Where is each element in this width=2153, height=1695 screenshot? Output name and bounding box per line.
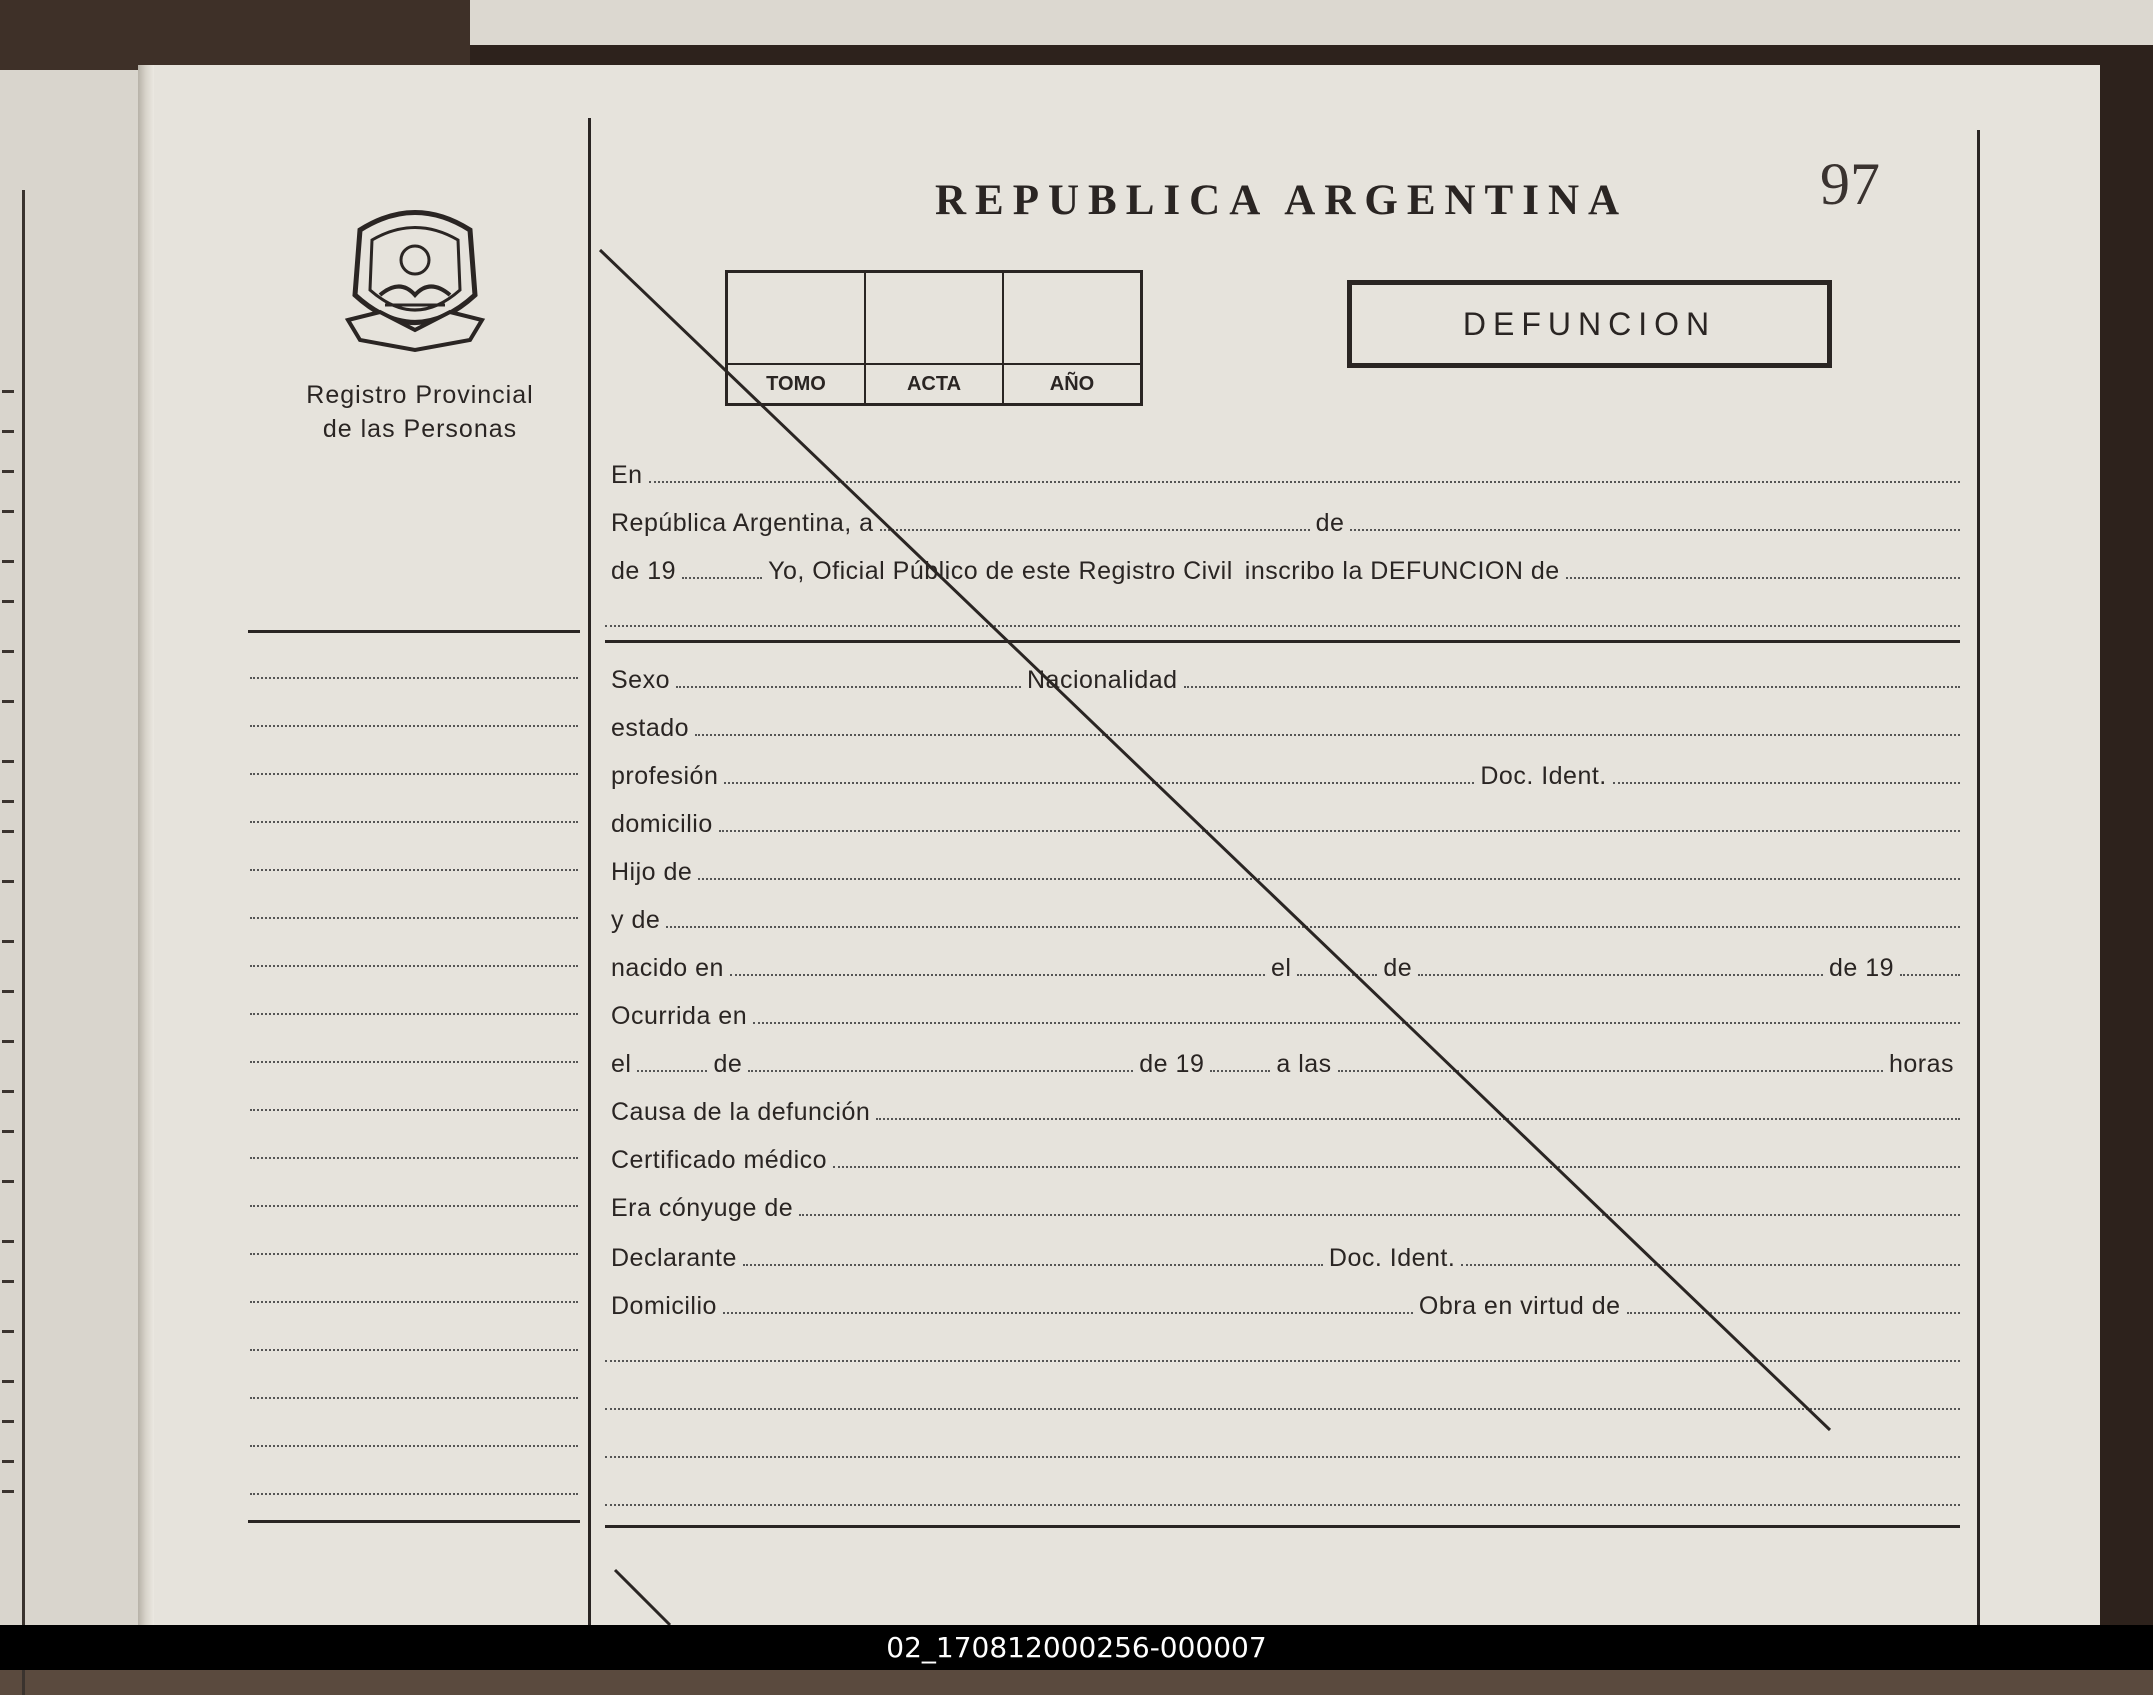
registry-name-line2: de las Personas — [322, 415, 518, 443]
label-doc-ident-declarant: Doc. Ident. — [1328, 1244, 1456, 1272]
label-obra: Obra en virtud de — [1418, 1292, 1621, 1320]
page-title: REPUBLICA ARGENTINA — [935, 177, 1629, 224]
diagonal-strike-line — [615, 1570, 670, 1625]
label-domicilio: domicilio — [611, 810, 713, 838]
record-type-box: DEFUNCION — [1347, 280, 1832, 368]
label-de19: de 19 — [1139, 1050, 1205, 1078]
label-de: de — [1315, 509, 1345, 537]
label-nacionalidad: Nacionalidad — [1026, 666, 1178, 694]
label-domicilio-declarant: Domicilio — [611, 1292, 717, 1320]
folio-number: 97 — [1820, 151, 1880, 217]
label-hijo-de: Hijo de — [611, 858, 693, 886]
image-caption: 02_170812000256-000007 — [0, 1625, 2153, 1670]
label-declarante: Declarante — [611, 1244, 737, 1272]
label-yo: Yo, Oficial Público de este Registro Civil — [768, 557, 1233, 585]
label-a-las: a las — [1276, 1050, 1332, 1078]
ano-label: AÑO — [1049, 373, 1095, 395]
label-certificado: Certificado médico — [611, 1146, 828, 1174]
label-de19: de 19 — [1828, 954, 1894, 982]
label-el: el — [1270, 954, 1292, 982]
diagonal-strike-line — [600, 250, 1830, 1430]
label-inscribo: inscribo la DEFUNCION de — [1244, 557, 1560, 585]
label-de: de — [1383, 954, 1413, 982]
registry-name-line1: Registro Provincial — [306, 381, 534, 409]
acta-label: ACTA — [866, 365, 1004, 403]
label-y-de: y de — [611, 906, 661, 934]
label-de: de — [713, 1050, 743, 1078]
label-estado: estado — [611, 714, 690, 742]
tomo-label: TOMO — [728, 365, 866, 403]
label-sexo: Sexo — [611, 666, 670, 694]
label-ocurrida-en: Ocurrida en — [611, 1002, 748, 1030]
label-republica: República Argentina, a — [611, 509, 874, 537]
label-el: el — [611, 1050, 632, 1078]
label-conyuge: Era cónyuge de — [611, 1194, 794, 1222]
label-horas: horas — [1888, 1050, 1954, 1078]
label-doc-ident: Doc. Ident. — [1480, 762, 1607, 790]
label-nacido-en: nacido en — [611, 954, 724, 982]
label-en: En — [611, 461, 643, 489]
label-profesion: profesión — [611, 762, 719, 790]
label-de19: de 19 — [611, 557, 677, 585]
label-causa: Causa de la defunción — [611, 1098, 871, 1126]
